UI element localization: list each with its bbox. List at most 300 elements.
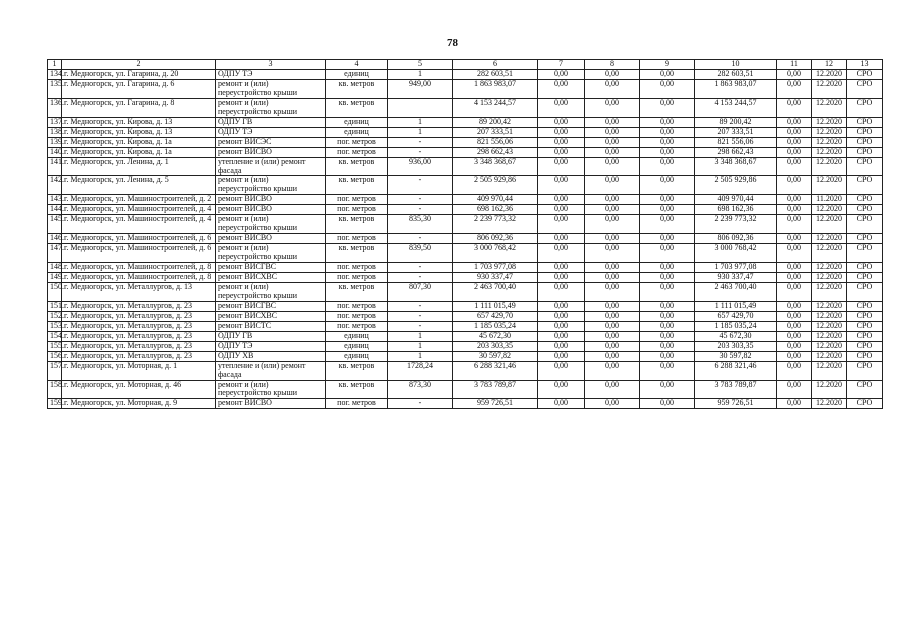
unit-cell: пог. метров	[326, 234, 388, 244]
table-row	[48, 234, 883, 244]
quantity-cell: 1	[388, 117, 453, 127]
table-row	[48, 311, 883, 321]
table-row	[48, 282, 883, 301]
source-cell: СРО	[847, 157, 883, 176]
total-cost-cell: 203 303,35	[453, 341, 538, 351]
local-budget-cell: 0,00	[640, 117, 695, 127]
owners-funds-cell: 203 303,35	[695, 341, 777, 351]
row-number: 138.	[48, 127, 62, 137]
unit-cell: кв. метров	[326, 215, 388, 234]
work-type-cell: ремонт и (или) переустройство крыши	[216, 176, 326, 195]
other-funds-cell: 0,00	[777, 273, 812, 283]
fund-cell: 0,00	[538, 147, 585, 157]
table-row	[48, 273, 883, 283]
other-funds-cell: 0,00	[777, 282, 812, 301]
budget-cell: 0,00	[585, 176, 640, 195]
address-cell: г. Медногорск, ул. Машиностроителей, д. 4	[62, 215, 216, 234]
work-type-cell: утепление и (или) ремонт фасада	[216, 361, 326, 380]
source-cell: СРО	[847, 137, 883, 147]
other-funds-cell: 0,00	[777, 399, 812, 409]
deadline-cell: 12.2020	[812, 361, 847, 380]
unit-cell: пог. метров	[326, 263, 388, 273]
unit-cell: пог. метров	[326, 399, 388, 409]
address-cell: г. Медногорск, ул. Машиностроителей, д. 6	[62, 244, 216, 263]
work-type-cell: ОДПУ ТЭ	[216, 127, 326, 137]
owners-funds-cell: 698 162,36	[695, 205, 777, 215]
work-type-cell: ремонт и (или) переустройство крыши	[216, 79, 326, 98]
row-number: 136.	[48, 98, 62, 117]
total-cost-cell: 657 429,70	[453, 311, 538, 321]
table-row	[48, 205, 883, 215]
column-number-header: 9	[640, 60, 695, 70]
table-row	[48, 79, 883, 98]
quantity-cell: 936,00	[388, 157, 453, 176]
total-cost-cell: 2 463 700,40	[453, 282, 538, 301]
unit-cell: пог. метров	[326, 205, 388, 215]
other-funds-cell: 0,00	[777, 70, 812, 80]
unit-cell: кв. метров	[326, 361, 388, 380]
deadline-cell: 12.2020	[812, 137, 847, 147]
deadline-cell: 12.2020	[812, 273, 847, 283]
budget-cell: 0,00	[585, 205, 640, 215]
quantity-cell: 949,00	[388, 79, 453, 98]
total-cost-cell: 2 505 929,86	[453, 176, 538, 195]
deadline-cell: 12.2020	[812, 301, 847, 311]
work-type-cell: ремонт ВИСВО	[216, 234, 326, 244]
table-row	[48, 244, 883, 263]
deadline-cell: 12.2020	[812, 244, 847, 263]
total-cost-cell: 806 092,36	[453, 234, 538, 244]
owners-funds-cell: 2 505 929,86	[695, 176, 777, 195]
source-cell: СРО	[847, 70, 883, 80]
address-cell: г. Медногорск, ул. Кирова, д. 13	[62, 127, 216, 137]
row-number: 153.	[48, 321, 62, 331]
budget-cell: 0,00	[585, 79, 640, 98]
fund-cell: 0,00	[538, 263, 585, 273]
table-row	[48, 351, 883, 361]
quantity-cell: 839,50	[388, 244, 453, 263]
source-cell: СРО	[847, 321, 883, 331]
unit-cell: пог. метров	[326, 321, 388, 331]
row-number: 156.	[48, 351, 62, 361]
local-budget-cell: 0,00	[640, 311, 695, 321]
local-budget-cell: 0,00	[640, 70, 695, 80]
table-row	[48, 137, 883, 147]
address-cell: г. Медногорск, ул. Ленина, д. 1	[62, 157, 216, 176]
owners-funds-cell: 2 239 773,32	[695, 215, 777, 234]
owners-funds-cell: 1 185 035,24	[695, 321, 777, 331]
column-number-header: 13	[847, 60, 883, 70]
owners-funds-cell: 1 111 015,49	[695, 301, 777, 311]
work-type-cell: ОДПУ ХВ	[216, 351, 326, 361]
local-budget-cell: 0,00	[640, 351, 695, 361]
quantity-cell: 1	[388, 341, 453, 351]
table-row	[48, 127, 883, 137]
budget-cell: 0,00	[585, 117, 640, 127]
unit-cell: пог. метров	[326, 273, 388, 283]
budget-cell: 0,00	[585, 331, 640, 341]
total-cost-cell: 698 162,36	[453, 205, 538, 215]
source-cell: СРО	[847, 117, 883, 127]
budget-cell: 0,00	[585, 263, 640, 273]
unit-cell: кв. метров	[326, 380, 388, 399]
owners-funds-cell: 298 662,43	[695, 147, 777, 157]
owners-funds-cell: 30 597,82	[695, 351, 777, 361]
source-cell: СРО	[847, 399, 883, 409]
deadline-cell: 12.2020	[812, 147, 847, 157]
fund-cell: 0,00	[538, 380, 585, 399]
total-cost-cell: 1 863 983,07	[453, 79, 538, 98]
row-number: 149.	[48, 273, 62, 283]
row-number: 137.	[48, 117, 62, 127]
source-cell: СРО	[847, 380, 883, 399]
row-number: 142.	[48, 176, 62, 195]
local-budget-cell: 0,00	[640, 79, 695, 98]
other-funds-cell: 0,00	[777, 117, 812, 127]
owners-funds-cell: 282 603,51	[695, 70, 777, 80]
quantity-cell: -	[388, 137, 453, 147]
local-budget-cell: 0,00	[640, 157, 695, 176]
work-type-cell: ремонт и (или) переустройство крыши	[216, 380, 326, 399]
row-number: 147.	[48, 244, 62, 263]
row-number: 151.	[48, 301, 62, 311]
fund-cell: 0,00	[538, 234, 585, 244]
total-cost-cell: 282 603,51	[453, 70, 538, 80]
budget-cell: 0,00	[585, 215, 640, 234]
row-number: 146.	[48, 234, 62, 244]
row-number: 140.	[48, 147, 62, 157]
deadline-cell: 12.2020	[812, 282, 847, 301]
work-type-cell: ремонт ВИСГВС	[216, 301, 326, 311]
source-cell: СРО	[847, 351, 883, 361]
table-row	[48, 195, 883, 205]
other-funds-cell: 0,00	[777, 244, 812, 263]
address-cell: г. Медногорск, ул. Металлургов, д. 23	[62, 301, 216, 311]
work-type-cell: ремонт ВИСХВС	[216, 311, 326, 321]
local-budget-cell: 0,00	[640, 331, 695, 341]
quantity-cell: -	[388, 273, 453, 283]
deadline-cell: 11.2020	[812, 195, 847, 205]
other-funds-cell: 0,00	[777, 195, 812, 205]
address-cell: г. Медногорск, ул. Металлургов, д. 23	[62, 311, 216, 321]
fund-cell: 0,00	[538, 79, 585, 98]
deadline-cell: 12.2020	[812, 321, 847, 331]
owners-funds-cell: 3 000 768,42	[695, 244, 777, 263]
deadline-cell: 12.2020	[812, 205, 847, 215]
deadline-cell: 12.2020	[812, 176, 847, 195]
budget-cell: 0,00	[585, 127, 640, 137]
local-budget-cell: 0,00	[640, 321, 695, 331]
table-row	[48, 341, 883, 351]
table-row	[48, 70, 883, 80]
fund-cell: 0,00	[538, 273, 585, 283]
capital-repair-table	[47, 59, 883, 409]
address-cell: г. Медногорск, ул. Металлургов, д. 23	[62, 351, 216, 361]
column-number-header: 12	[812, 60, 847, 70]
row-number: 159.	[48, 399, 62, 409]
other-funds-cell: 0,00	[777, 127, 812, 137]
local-budget-cell: 0,00	[640, 273, 695, 283]
total-cost-cell: 3 000 768,42	[453, 244, 538, 263]
total-cost-cell: 1 185 035,24	[453, 321, 538, 331]
fund-cell: 0,00	[538, 331, 585, 341]
table-row	[48, 301, 883, 311]
unit-cell: пог. метров	[326, 147, 388, 157]
address-cell: г. Медногорск, ул. Ленина, д. 5	[62, 176, 216, 195]
work-type-cell: ремонт ВИСВО	[216, 205, 326, 215]
table-row	[48, 399, 883, 409]
budget-cell: 0,00	[585, 234, 640, 244]
table-row	[48, 215, 883, 234]
row-number: 148.	[48, 263, 62, 273]
local-budget-cell: 0,00	[640, 380, 695, 399]
owners-funds-cell: 409 970,44	[695, 195, 777, 205]
budget-cell: 0,00	[585, 351, 640, 361]
deadline-cell: 12.2020	[812, 127, 847, 137]
row-number: 154.	[48, 331, 62, 341]
local-budget-cell: 0,00	[640, 215, 695, 234]
work-type-cell: ремонт и (или) переустройство крыши	[216, 282, 326, 301]
total-cost-cell: 4 153 244,57	[453, 98, 538, 117]
deadline-cell: 12.2020	[812, 263, 847, 273]
local-budget-cell: 0,00	[640, 147, 695, 157]
work-type-cell: ремонт ВИСЭС	[216, 137, 326, 147]
other-funds-cell: 0,00	[777, 147, 812, 157]
address-cell: г. Медногорск, ул. Кирова, д. 1а	[62, 137, 216, 147]
quantity-cell: 1728,24	[388, 361, 453, 380]
fund-cell: 0,00	[538, 361, 585, 380]
unit-cell: кв. метров	[326, 176, 388, 195]
owners-funds-cell: 207 333,51	[695, 127, 777, 137]
fund-cell: 0,00	[538, 311, 585, 321]
local-budget-cell: 0,00	[640, 195, 695, 205]
quantity-cell	[388, 98, 453, 117]
source-cell: СРО	[847, 311, 883, 321]
local-budget-cell: 0,00	[640, 361, 695, 380]
budget-cell: 0,00	[585, 321, 640, 331]
budget-cell: 0,00	[585, 137, 640, 147]
work-type-cell: ремонт и (или) переустройство крыши	[216, 215, 326, 234]
total-cost-cell: 959 726,51	[453, 399, 538, 409]
source-cell: СРО	[847, 234, 883, 244]
local-budget-cell: 0,00	[640, 176, 695, 195]
quantity-cell: -	[388, 321, 453, 331]
source-cell: СРО	[847, 98, 883, 117]
owners-funds-cell: 2 463 700,40	[695, 282, 777, 301]
quantity-cell: -	[388, 176, 453, 195]
unit-cell: единиц	[326, 331, 388, 341]
other-funds-cell: 0,00	[777, 79, 812, 98]
unit-cell: единиц	[326, 117, 388, 127]
total-cost-cell: 409 970,44	[453, 195, 538, 205]
address-cell: г. Медногорск, ул. Кирова, д. 1а	[62, 147, 216, 157]
source-cell: СРО	[847, 215, 883, 234]
page-number: 78	[447, 37, 458, 49]
quantity-cell: -	[388, 399, 453, 409]
table-row	[48, 147, 883, 157]
row-number: 150.	[48, 282, 62, 301]
total-cost-cell: 1 111 015,49	[453, 301, 538, 311]
unit-cell: пог. метров	[326, 195, 388, 205]
column-number-header: 1	[48, 60, 62, 70]
row-number: 157.	[48, 361, 62, 380]
total-cost-cell: 1 703 977,08	[453, 263, 538, 273]
source-cell: СРО	[847, 273, 883, 283]
owners-funds-cell: 821 556,06	[695, 137, 777, 147]
fund-cell: 0,00	[538, 301, 585, 311]
owners-funds-cell: 806 092,36	[695, 234, 777, 244]
local-budget-cell: 0,00	[640, 137, 695, 147]
unit-cell: кв. метров	[326, 98, 388, 117]
deadline-cell: 12.2020	[812, 399, 847, 409]
column-number-header: 4	[326, 60, 388, 70]
address-cell: г. Медногорск, ул. Машиностроителей, д. 6	[62, 234, 216, 244]
work-type-cell: ремонт ВИСГВС	[216, 263, 326, 273]
deadline-cell: 12.2020	[812, 311, 847, 321]
other-funds-cell: 0,00	[777, 301, 812, 311]
row-number: 139.	[48, 137, 62, 147]
budget-cell: 0,00	[585, 399, 640, 409]
column-number-header: 2	[62, 60, 216, 70]
local-budget-cell: 0,00	[640, 234, 695, 244]
owners-funds-cell: 6 288 321,46	[695, 361, 777, 380]
total-cost-cell: 6 288 321,46	[453, 361, 538, 380]
fund-cell: 0,00	[538, 341, 585, 351]
other-funds-cell: 0,00	[777, 215, 812, 234]
unit-cell: кв. метров	[326, 282, 388, 301]
table-row	[48, 263, 883, 273]
budget-cell: 0,00	[585, 341, 640, 351]
work-type-cell: ремонт ВИСХВС	[216, 273, 326, 283]
source-cell: СРО	[847, 147, 883, 157]
total-cost-cell: 2 239 773,32	[453, 215, 538, 234]
unit-cell: кв. метров	[326, 244, 388, 263]
other-funds-cell: 0,00	[777, 351, 812, 361]
deadline-cell: 12.2020	[812, 234, 847, 244]
total-cost-cell: 3 783 789,87	[453, 380, 538, 399]
fund-cell: 0,00	[538, 117, 585, 127]
deadline-cell: 12.2020	[812, 98, 847, 117]
local-budget-cell: 0,00	[640, 341, 695, 351]
total-cost-cell: 3 348 368,67	[453, 157, 538, 176]
local-budget-cell: 0,00	[640, 301, 695, 311]
local-budget-cell: 0,00	[640, 263, 695, 273]
budget-cell: 0,00	[585, 157, 640, 176]
deadline-cell: 12.2020	[812, 380, 847, 399]
work-type-cell: ремонт ВИСВО	[216, 399, 326, 409]
row-number: 152.	[48, 311, 62, 321]
fund-cell: 0,00	[538, 351, 585, 361]
other-funds-cell: 0,00	[777, 331, 812, 341]
total-cost-cell: 298 662,43	[453, 147, 538, 157]
deadline-cell: 12.2020	[812, 331, 847, 341]
local-budget-cell: 0,00	[640, 244, 695, 263]
column-number-row	[48, 60, 883, 70]
deadline-cell: 12.2020	[812, 157, 847, 176]
fund-cell: 0,00	[538, 282, 585, 301]
owners-funds-cell: 930 337,47	[695, 273, 777, 283]
table-body	[48, 70, 883, 409]
owners-funds-cell: 4 153 244,57	[695, 98, 777, 117]
quantity-cell: -	[388, 301, 453, 311]
column-number-header: 7	[538, 60, 585, 70]
column-number-header: 10	[695, 60, 777, 70]
column-number-header: 8	[585, 60, 640, 70]
unit-cell: единиц	[326, 70, 388, 80]
owners-funds-cell: 89 200,42	[695, 117, 777, 127]
fund-cell: 0,00	[538, 157, 585, 176]
address-cell: г. Медногорск, ул. Металлургов, д. 23	[62, 341, 216, 351]
quantity-cell: -	[388, 234, 453, 244]
source-cell: СРО	[847, 331, 883, 341]
total-cost-cell: 45 672,30	[453, 331, 538, 341]
address-cell: г. Медногорск, ул. Кирова, д. 13	[62, 117, 216, 127]
column-number-header: 3	[216, 60, 326, 70]
other-funds-cell: 0,00	[777, 341, 812, 351]
budget-cell: 0,00	[585, 380, 640, 399]
work-type-cell: ремонт ВИСТС	[216, 321, 326, 331]
owners-funds-cell: 3 348 368,67	[695, 157, 777, 176]
budget-cell: 0,00	[585, 361, 640, 380]
other-funds-cell: 0,00	[777, 263, 812, 273]
budget-cell: 0,00	[585, 311, 640, 321]
quantity-cell: 1	[388, 331, 453, 341]
fund-cell: 0,00	[538, 205, 585, 215]
owners-funds-cell: 1 863 983,07	[695, 79, 777, 98]
other-funds-cell: 0,00	[777, 311, 812, 321]
other-funds-cell: 0,00	[777, 321, 812, 331]
column-number-header: 5	[388, 60, 453, 70]
other-funds-cell: 0,00	[777, 176, 812, 195]
work-type-cell: ОДПУ ТЭ	[216, 341, 326, 351]
quantity-cell: 835,30	[388, 215, 453, 234]
total-cost-cell: 89 200,42	[453, 117, 538, 127]
source-cell: СРО	[847, 361, 883, 380]
local-budget-cell: 0,00	[640, 127, 695, 137]
work-type-cell: ремонт ВИСВО	[216, 195, 326, 205]
source-cell: СРО	[847, 301, 883, 311]
quantity-cell: 873,30	[388, 380, 453, 399]
budget-cell: 0,00	[585, 195, 640, 205]
local-budget-cell: 0,00	[640, 282, 695, 301]
address-cell: г. Медногорск, ул. Металлургов, д. 13	[62, 282, 216, 301]
row-number: 143.	[48, 195, 62, 205]
work-type-cell: утепление и (или) ремонт фасада	[216, 157, 326, 176]
fund-cell: 0,00	[538, 70, 585, 80]
other-funds-cell: 0,00	[777, 157, 812, 176]
budget-cell: 0,00	[585, 98, 640, 117]
quantity-cell: 1	[388, 127, 453, 137]
table-row	[48, 331, 883, 341]
work-type-cell: ОДПУ ГВ	[216, 331, 326, 341]
source-cell: СРО	[847, 205, 883, 215]
deadline-cell: 12.2020	[812, 79, 847, 98]
other-funds-cell: 0,00	[777, 380, 812, 399]
address-cell: г. Медногорск, ул. Гагарина, д. 8	[62, 98, 216, 117]
total-cost-cell: 207 333,51	[453, 127, 538, 137]
table-row	[48, 176, 883, 195]
fund-cell: 0,00	[538, 137, 585, 147]
quantity-cell: 1	[388, 70, 453, 80]
unit-cell: пог. метров	[326, 301, 388, 311]
work-type-cell: ремонт и (или) переустройство крыши	[216, 98, 326, 117]
other-funds-cell: 0,00	[777, 98, 812, 117]
row-number: 134.	[48, 70, 62, 80]
row-number: 144.	[48, 205, 62, 215]
quantity-cell: -	[388, 263, 453, 273]
address-cell: г. Медногорск, ул. Моторная, д. 9	[62, 399, 216, 409]
fund-cell: 0,00	[538, 215, 585, 234]
